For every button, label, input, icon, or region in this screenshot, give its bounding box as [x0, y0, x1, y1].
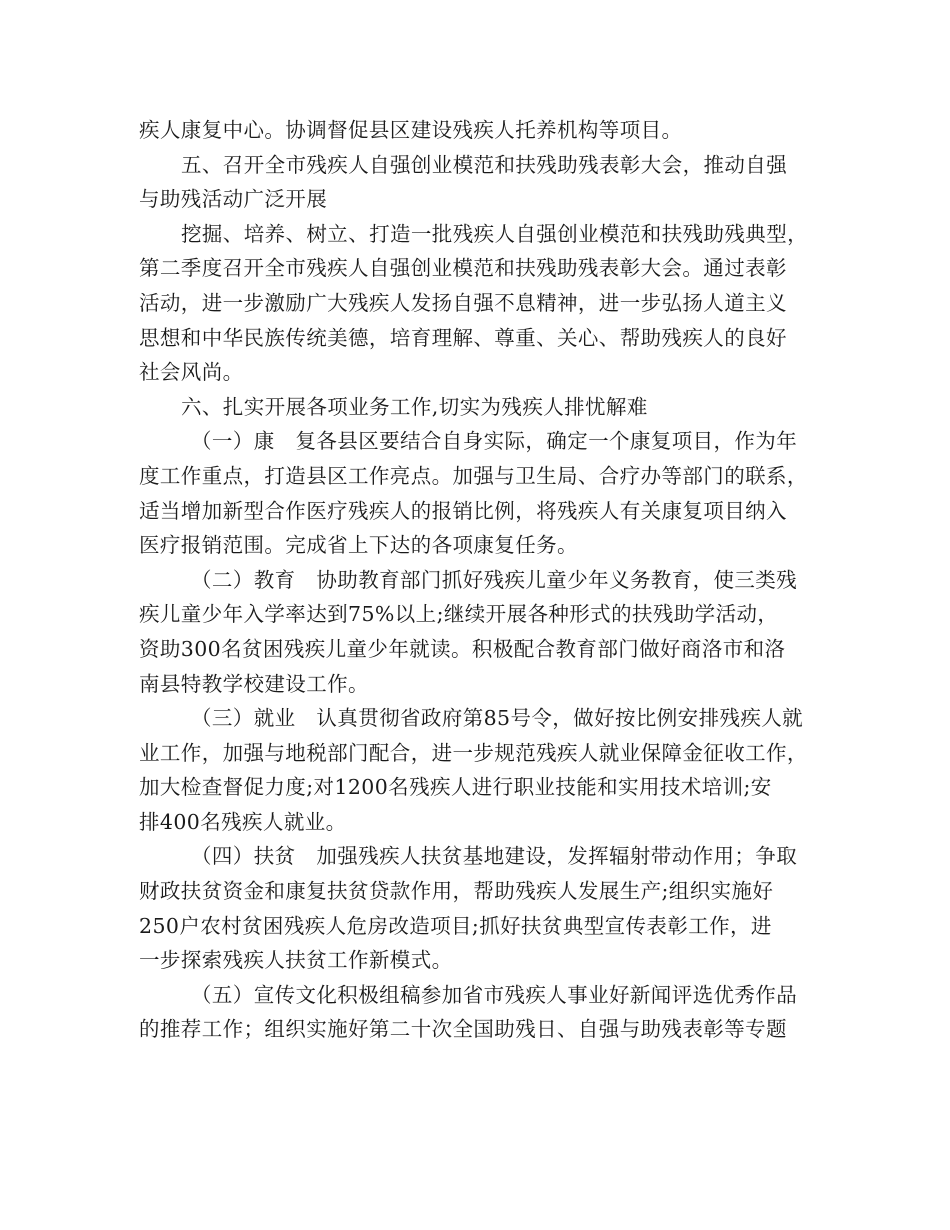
subsection-education: （二）教育 协助教育部门抓好残疾儿童少年义务教育，使三类残 — [191, 567, 798, 592]
section-heading-6: 六、扎实开展各项业务工作,切实为残疾人排忧解难 — [181, 394, 648, 419]
text-line: 医疗报销范围。完成省上下达的各项康复任务。 — [139, 533, 578, 558]
text-line: 疾人康复中心。协调督促县区建设残疾人托养机构等项目。 — [139, 118, 683, 142]
text-line: 度工作重点，打造县区工作亮点。加强与卫生局、合疗办等部门的联系， — [139, 463, 808, 488]
text-line: 排400名残疾人就业。 — [139, 809, 347, 834]
text-line: 业工作，加强与地税部门配合，进一步规范残疾人就业保障金征收工作， — [139, 740, 808, 765]
subsection-rehab: （一）康 复各县区要结合自身实际，确定一个康复项目，作为年 — [191, 429, 798, 454]
subsection-culture: （五）宣传文化积极组稿参加省市残疾人事业好新闻评选优秀作品 — [191, 982, 798, 1007]
text-line: 疾儿童少年入学率达到75%以上;继续开展各种形式的扶残助学活动， — [139, 602, 779, 627]
subsection-poverty: （四）扶贫 加强残疾人扶贫基地建设，发挥辐射带动作用；争取 — [191, 844, 798, 869]
text-line: 加大检查督促力度;对1200名残疾人进行职业技能和实用技术培训;安 — [139, 775, 772, 800]
text-line: 挖掘、培养、树立、打造一批残疾人自强创业模范和扶残助残典型， — [181, 221, 808, 246]
text-line: 250户农村贫困残疾人危房改造项目;抓好扶贫典型宣传表彰工作，进 — [139, 913, 772, 938]
text-line: 财政扶贫资金和康复扶贫贷款作用，帮助残疾人发展生产;组织实施好 — [139, 879, 774, 904]
text-line: 一步探索残疾人扶贫工作新模式。 — [139, 948, 453, 973]
text-line: 南县特教学校建设工作。 — [139, 671, 369, 696]
text-line: 适当增加新型合作医疗残疾人的报销比例，将残疾人有关康复项目纳入 — [139, 498, 787, 523]
text-line: 的推荐工作；组织实施好第二十次全国助残日、自强与助残表彰等专题 — [139, 1017, 787, 1042]
text-line: 资助300名贫困残疾儿童少年就读。积极配合教育部门做好商洛市和洛 — [139, 636, 786, 661]
text-line: 社会风尚。 — [139, 360, 244, 385]
section-heading-5: 五、召开全市残疾人自强创业模范和扶残助残表彰大会，推动自强 — [181, 152, 788, 177]
subsection-employment: （三）就业 认真贯彻省政府第85号令，做好按比例安排残疾人就 — [191, 706, 804, 731]
text-line: 思想和中华民族传统美德，培育理解、尊重、关心、帮助残疾人的良好 — [139, 325, 787, 350]
text-line: 第二季度召开全市残疾人自强创业模范和扶残助残表彰大会。通过表彰 — [139, 256, 787, 281]
text-line: 活动，进一步激励广大残疾人发扬自强不息精神，进一步弘扬人道主义 — [139, 290, 787, 315]
section-heading-5-cont: 与助残活动广泛开展 — [139, 187, 328, 212]
document-body — [139, 113, 829, 1047]
